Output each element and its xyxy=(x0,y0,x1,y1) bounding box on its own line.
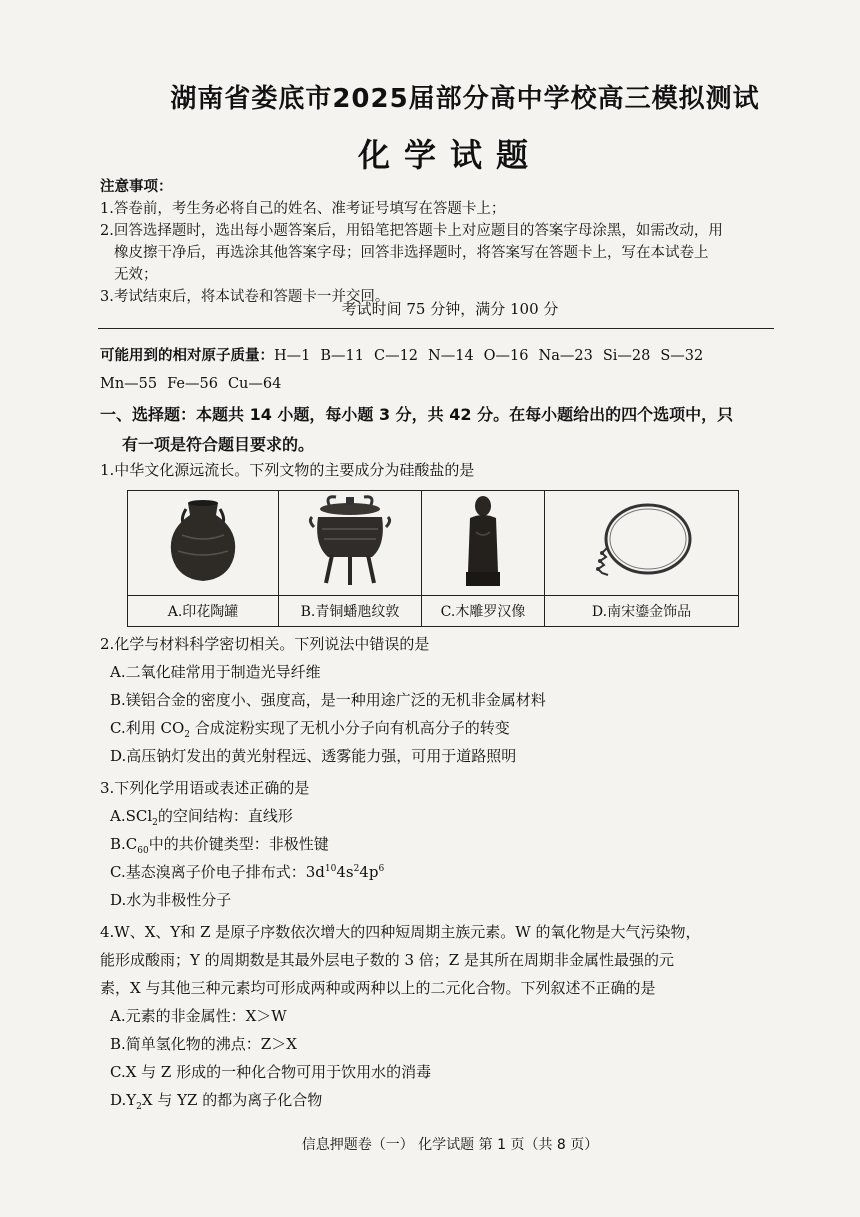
question-stem: 2.化学与材料科学密切相关。下列说法中错误的是 xyxy=(100,635,430,653)
option-a: A.SCl$_2$的空间结构：直线形 xyxy=(110,807,293,828)
section-heading xyxy=(100,400,770,460)
section-heading-line: 一、选择题：本题共 14 小题，每小题 3 分，共 42 分。在每小题给出的四个选项中，只 xyxy=(100,405,734,424)
section-heading-line: 有一项是符合题目要求的。 xyxy=(122,435,315,454)
page-footer: 信息押题卷（一） 化学试题 第 1 页（共 8 页） xyxy=(301,1137,599,1153)
question-3 xyxy=(100,774,780,914)
option-b: B.简单氢化物的沸点：Z＞X xyxy=(110,1035,297,1053)
wooden-statue-icon xyxy=(458,492,508,590)
notice-item: 无效； xyxy=(114,267,158,283)
option-d: D.水为非极性分子 xyxy=(110,891,232,909)
atomic-mass: O—16 xyxy=(483,348,529,364)
bronze-dui-image xyxy=(279,491,422,596)
option-c: C.X 与 Z 形成的一种化合物可用于饮用水的消毒 xyxy=(110,1063,432,1081)
gilded-ornament-image xyxy=(545,491,739,596)
option-b: B.镁铝合金的密度小、强度高，是一种用途广泛的无机非金属材料 xyxy=(110,691,546,709)
option-c: C.基态溴离子价电子排布式：$3d^{10}4s^24p^6$ xyxy=(110,863,385,881)
option-b: $B.C_{60}$中的共价键类型：非极性键 xyxy=(110,835,329,856)
option-caption: D.南宋鎏金饰品 xyxy=(545,596,739,627)
option-a: A.元素的非金属性：X＞W xyxy=(110,1007,287,1025)
notice-item: 橡皮擦干净后，再选涂其他答案字母；回答非选择题时，将答案写在答题卡上，写在本试卷上 xyxy=(114,245,709,261)
atomic-mass: Mn—55 xyxy=(100,376,158,392)
bronze-vessel-icon xyxy=(300,493,400,589)
gilded-chain-icon xyxy=(582,495,702,587)
subject-title: 化学试题 xyxy=(357,136,542,174)
atomic-mass: C—12 xyxy=(373,348,419,364)
question-stem-line: 能形成酸雨；Y 的周期数是其最外层电子数的 3 倍；Z 是其所在周期非金属性最强的元 xyxy=(100,951,674,969)
atomic-masses-label: 可能用到的相对原子质量： xyxy=(100,348,274,364)
atomic-mass: Fe—56 xyxy=(167,376,218,392)
wooden-arhat-image xyxy=(422,491,545,596)
pottery-jar-icon xyxy=(158,495,248,587)
notice-item: 3.考试结束后，将本试卷和答题卡一并交回。 xyxy=(100,289,390,305)
atomic-mass: H—1 xyxy=(274,348,311,364)
option-c: C.利用 $CO_2$ 合成淀粉实现了无机小分子向有机高分子的转变 xyxy=(110,719,510,740)
exam-time: 考试时间 75 分钟，满分 100 分 xyxy=(341,300,559,318)
option-a: A.二氧化硅常用于制造光导纤维 xyxy=(110,663,321,681)
option-d: $D.Y_2X$ 与 YZ 的都为离子化合物 xyxy=(110,1091,323,1112)
notice-heading: 注意事项： xyxy=(100,179,173,195)
question-1 xyxy=(100,456,780,484)
notice-item: 1.答卷前，考生务必将自己的姓名、准考证号填写在答题卡上； xyxy=(100,201,506,217)
atomic-mass: Na—23 xyxy=(538,348,593,364)
notice-block xyxy=(100,176,780,308)
question-2 xyxy=(100,630,780,770)
atomic-mass: N—14 xyxy=(428,348,474,364)
question-stem-line: 素，X 与其他三种元素均可形成两种或两种以上的二元化合物。下列叙述不正确的是 xyxy=(100,979,656,997)
question-stem: 3.下列化学用语或表述正确的是 xyxy=(100,779,310,797)
option-caption: A.印花陶罐 xyxy=(128,596,279,627)
exam-title: 湖南省娄底市2025届部分高中学校高三模拟测试 xyxy=(170,84,760,114)
atomic-mass: S—32 xyxy=(660,348,704,364)
option-d: D.高压钠灯发出的黄光射程远、透雾能力强，可用于道路照明 xyxy=(110,747,517,765)
relics-table xyxy=(127,490,739,627)
atomic-masses xyxy=(100,342,780,398)
question-4 xyxy=(100,918,780,1114)
atomic-mass: B—11 xyxy=(320,348,364,364)
option-caption: C.木雕罗汉像 xyxy=(422,596,545,627)
atomic-mass: Cu—64 xyxy=(227,376,282,392)
notice-item: 2.回答选择题时，选出每小题答案后，用铅笔把答题卡上对应题目的答案字母涂黑，如需改动，用 xyxy=(100,223,723,239)
divider-line xyxy=(98,328,774,329)
question-stem: 1.中华文化源远流长。下列文物的主要成分为硅酸盐的是 xyxy=(100,461,475,479)
pottery-jar-image xyxy=(128,491,279,596)
option-caption: B.青铜蟠虺纹敦 xyxy=(279,596,422,627)
question-stem-line: 4.W、X、Y和 Z 是原子序数依次增大的四种短周期主族元素。W 的氧化物是大气污染物， xyxy=(100,923,701,941)
atomic-mass: Si—28 xyxy=(602,348,651,364)
